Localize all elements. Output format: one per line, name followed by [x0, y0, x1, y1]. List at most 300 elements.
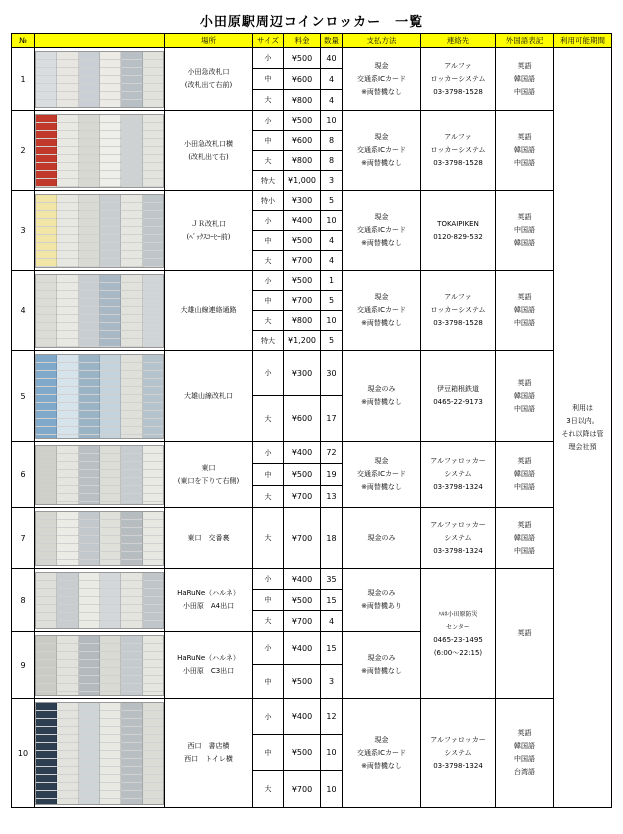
payment-line: ※両替機あり — [361, 602, 402, 610]
locker-column — [79, 573, 100, 628]
contact-line: アルファロッカー — [430, 520, 486, 529]
language-line: 英語 — [517, 520, 532, 529]
contact-line: アルファロッカー — [430, 457, 486, 465]
contact-cell — [421, 508, 496, 569]
availability-line: 利用は — [572, 403, 593, 412]
quantity-cell: 17 — [321, 396, 343, 442]
language-line: 英語 — [517, 213, 532, 221]
locker-photo-cell — [35, 569, 165, 632]
size-cell: 特大 — [253, 331, 284, 351]
contact-line: ロッカーシステム — [430, 306, 486, 314]
price-cell: ¥400 — [284, 632, 321, 665]
locker-photo — [35, 635, 164, 696]
page-title: 小田原駅周辺コインロッカー 一覧 — [199, 15, 424, 30]
locker-column — [36, 446, 57, 504]
location-line: (改札出て右) — [188, 152, 229, 161]
size-cell: 大 — [253, 311, 284, 331]
quantity-cell: 3 — [321, 665, 343, 699]
header-row — [12, 34, 612, 48]
size-cell: 小 — [253, 442, 284, 464]
size-cell: 大 — [253, 251, 284, 271]
payment-line: 現金 — [374, 735, 389, 744]
price-cell: ¥500 — [284, 665, 321, 699]
locker-photo — [35, 274, 164, 348]
quantity-cell: 10 — [321, 771, 343, 808]
size-cell: 大 — [253, 771, 284, 808]
availability-line: それ以降は管 — [561, 429, 604, 438]
table-row — [12, 569, 612, 590]
locker-column — [100, 275, 121, 347]
language-line: 英語 — [517, 61, 532, 70]
header-no: № — [12, 34, 35, 48]
quantity-cell: 4 — [321, 231, 343, 251]
quantity-cell: 10 — [321, 211, 343, 231]
payment-line: 現金 — [374, 213, 389, 221]
location-line: HaRuNe（ハルネ） — [177, 654, 240, 662]
contact-line: ロッカーシステム — [430, 74, 486, 83]
locker-column — [36, 275, 57, 347]
size-cell: 大 — [253, 396, 284, 442]
payment-line: 現金のみ — [367, 533, 396, 542]
table-row — [12, 508, 612, 569]
payment-line: ※両替機なし — [361, 319, 402, 327]
language-line: 中国語 — [514, 319, 535, 327]
price-cell: ¥300 — [284, 351, 321, 396]
quantity-cell: 4 — [321, 611, 343, 632]
location-line: 小田急改札口 — [187, 68, 230, 76]
contact-line: 03-3798-1528 — [433, 319, 483, 327]
header-photo — [35, 34, 165, 48]
quantity-cell: 13 — [321, 486, 343, 508]
payment-cell — [343, 48, 421, 111]
locker-column — [100, 703, 121, 804]
size-cell: 中 — [253, 131, 284, 151]
location-cell — [165, 191, 253, 271]
locker-column — [57, 195, 78, 267]
language-line: 英語 — [517, 293, 532, 301]
locker-column — [121, 355, 142, 438]
locker-column — [79, 52, 100, 107]
price-cell: ¥700 — [284, 291, 321, 311]
locker-column — [143, 512, 163, 565]
row-number: 5 — [12, 351, 35, 442]
location-line: (改札出て右前) — [184, 81, 233, 89]
locker-column — [100, 195, 121, 267]
contact-line: 03-3798-1528 — [433, 87, 483, 96]
quantity-cell: 5 — [321, 331, 343, 351]
price-cell: ¥600 — [284, 131, 321, 151]
contact-cell — [421, 351, 496, 442]
quantity-cell: 10 — [321, 735, 343, 771]
locker-photo — [35, 702, 164, 805]
language-cell — [496, 351, 554, 442]
contact-cell — [421, 111, 496, 191]
locker-photo-cell — [35, 271, 165, 351]
table-row — [12, 191, 612, 211]
locker-column — [121, 52, 142, 107]
language-cell — [496, 508, 554, 569]
payment-cell — [343, 699, 421, 808]
payment-cell — [343, 632, 421, 699]
quantity-cell: 18 — [321, 508, 343, 569]
locker-column — [121, 446, 142, 504]
contact-line: アルファロッカー — [430, 735, 486, 744]
locker-column — [57, 573, 78, 628]
contact-cell — [421, 191, 496, 271]
availability-cell — [554, 48, 612, 808]
payment-cell — [343, 111, 421, 191]
contact-line: システム — [444, 470, 472, 478]
locker-photo — [35, 51, 164, 108]
locker-column — [57, 115, 78, 187]
locker-photo-cell — [35, 442, 165, 508]
price-cell: ¥600 — [284, 69, 321, 90]
locker-column — [36, 512, 57, 565]
quantity-cell: 15 — [321, 590, 343, 611]
quantity-cell: 8 — [321, 131, 343, 151]
price-cell: ¥500 — [284, 464, 321, 486]
row-number: 8 — [12, 569, 35, 632]
locker-column — [57, 355, 78, 438]
language-line: 英語 — [517, 729, 532, 737]
language-line: 中国語 — [514, 483, 535, 491]
locker-column — [79, 275, 100, 347]
size-cell: 小 — [253, 351, 284, 396]
locker-column — [100, 52, 121, 107]
payment-line: 現金のみ — [367, 654, 396, 662]
locker-column — [121, 115, 142, 187]
price-cell: ¥400 — [284, 699, 321, 735]
payment-line: 交通系ICカード — [357, 748, 406, 757]
header-price: 料金 — [284, 34, 321, 48]
contact-cell — [421, 569, 496, 699]
price-cell: ¥500 — [284, 231, 321, 251]
locker-column — [57, 52, 78, 107]
price-cell: ¥700 — [284, 771, 321, 808]
payment-line: 交通系ICカード — [357, 470, 406, 478]
payment-line: 現金 — [374, 293, 389, 301]
size-cell: 大 — [253, 611, 284, 632]
language-line: 英語 — [517, 378, 532, 387]
locker-photo-cell — [35, 48, 165, 111]
locker-column — [57, 703, 78, 804]
language-cell — [496, 111, 554, 191]
header-language: 外国語表記 — [496, 34, 554, 48]
location-line: 大雄山線改札口 — [184, 391, 233, 400]
contact-line: (6:00～22:15) — [433, 648, 483, 657]
locker-column — [143, 446, 163, 504]
table-row — [12, 351, 612, 396]
locker-column — [36, 355, 57, 438]
price-cell: ¥800 — [284, 90, 321, 111]
location-line: ＪＲ改札口 — [191, 219, 226, 228]
price-cell: ¥400 — [284, 569, 321, 590]
language-cell — [496, 569, 554, 699]
size-cell: 小 — [253, 699, 284, 735]
quantity-cell: 30 — [321, 351, 343, 396]
price-cell: ¥700 — [284, 508, 321, 569]
locker-column — [121, 195, 142, 267]
language-cell — [496, 48, 554, 111]
locker-photo — [35, 354, 164, 439]
price-cell: ¥1,000 — [284, 171, 321, 191]
locker-column — [79, 703, 100, 804]
locker-photo — [35, 114, 164, 188]
locker-column — [143, 115, 163, 187]
location-cell — [165, 48, 253, 111]
size-cell: 中 — [253, 291, 284, 311]
locker-column — [121, 512, 142, 565]
language-line: 中国語 — [514, 159, 535, 167]
quantity-cell: 10 — [321, 111, 343, 131]
table-row — [12, 442, 612, 464]
payment-line: ※両替機なし — [361, 159, 402, 167]
quantity-cell: 35 — [321, 569, 343, 590]
row-number: 10 — [12, 699, 35, 808]
contact-line: 伊豆箱根鉄道 — [437, 385, 479, 393]
payment-line: 交通系ICカード — [357, 74, 406, 83]
location-cell — [165, 442, 253, 508]
locker-photo-cell — [35, 508, 165, 569]
language-line: 韓国語 — [514, 470, 535, 478]
locker-column — [100, 636, 121, 695]
price-cell: ¥800 — [284, 311, 321, 331]
locker-column — [36, 52, 57, 107]
locker-photo — [35, 445, 164, 505]
locker-column — [57, 275, 78, 347]
locker-column — [100, 355, 121, 438]
location-line: 大雄山線連絡通路 — [180, 306, 237, 314]
payment-line: 現金 — [374, 61, 389, 70]
location-line: 西口 トイレ横 — [184, 755, 233, 763]
locker-column — [121, 275, 142, 347]
location-line: (ﾍﾞｯｸｽｺｰﾋｰ前) — [186, 232, 231, 241]
payment-line: ※両替機なし — [361, 398, 402, 406]
price-cell: ¥500 — [284, 48, 321, 69]
payment-cell — [343, 569, 421, 632]
locker-column — [100, 446, 121, 504]
payment-cell — [343, 508, 421, 569]
row-number: 9 — [12, 632, 35, 699]
payment-line: 現金 — [374, 457, 389, 465]
price-cell: ¥400 — [284, 211, 321, 231]
quantity-cell: 40 — [321, 48, 343, 69]
locker-column — [121, 636, 142, 695]
language-line: 中国語 — [514, 755, 535, 763]
language-cell — [496, 271, 554, 351]
language-line: 韓国語 — [514, 391, 535, 400]
size-cell: 小 — [253, 211, 284, 231]
size-cell: 小 — [253, 111, 284, 131]
size-cell: 特大 — [253, 171, 284, 191]
payment-line: 交通系ICカード — [357, 226, 406, 234]
size-cell: 大 — [253, 151, 284, 171]
contact-line: 0465-22-9173 — [433, 398, 483, 406]
payment-line: 交通系ICカード — [357, 306, 406, 314]
location-line: 小田原 A4出口 — [182, 602, 235, 610]
language-line: 韓国語 — [514, 74, 535, 83]
locker-photo-cell — [35, 111, 165, 191]
locker-column — [36, 115, 57, 187]
payment-line: ※両替機なし — [361, 667, 402, 675]
price-cell: ¥400 — [284, 442, 321, 464]
size-cell: 中 — [253, 464, 284, 486]
location-line: 東口 — [201, 463, 216, 472]
payment-line: ※両替機なし — [361, 483, 402, 491]
location-line: 小田原 C3出口 — [182, 667, 235, 675]
row-number: 4 — [12, 271, 35, 351]
price-cell: ¥1,200 — [284, 331, 321, 351]
contact-line: 03-3798-1324 — [433, 546, 483, 555]
row-number: 7 — [12, 508, 35, 569]
payment-cell — [343, 351, 421, 442]
locker-column — [100, 115, 121, 187]
contact-line: アルファ — [444, 61, 472, 70]
quantity-cell: 5 — [321, 291, 343, 311]
table-row — [12, 271, 612, 291]
language-line: 中国語 — [514, 87, 535, 96]
location-cell — [165, 111, 253, 191]
contact-line: システム — [444, 533, 472, 542]
contact-line: 0465-23-1495 — [433, 635, 483, 644]
size-cell: 中 — [253, 735, 284, 771]
table-row — [12, 48, 612, 69]
size-cell: 大 — [253, 90, 284, 111]
contact-line: 03-3798-1528 — [433, 159, 483, 167]
locker-column — [121, 573, 142, 628]
language-line: 韓国語 — [514, 306, 535, 314]
locker-column — [36, 195, 57, 267]
location-line: HaRuNe（ハルネ） — [177, 589, 240, 597]
locker-column — [36, 703, 57, 804]
locker-column — [36, 573, 57, 628]
contact-line: アルファ — [444, 293, 472, 301]
payment-line: 現金 — [374, 133, 389, 141]
locker-photo — [35, 572, 164, 629]
size-cell: 特小 — [253, 191, 284, 211]
language-line: 中国語 — [514, 404, 535, 413]
contact-line: ロッカーシステム — [430, 146, 486, 154]
language-line: 英語 — [517, 629, 532, 637]
location-cell — [165, 351, 253, 442]
locker-photo — [35, 194, 164, 268]
quantity-cell: 10 — [321, 311, 343, 331]
locker-column — [143, 355, 163, 438]
locker-column — [143, 275, 163, 347]
quantity-cell: 3 — [321, 171, 343, 191]
locker-column — [57, 636, 78, 695]
locker-column — [143, 636, 163, 695]
price-cell: ¥500 — [284, 111, 321, 131]
row-number: 3 — [12, 191, 35, 271]
quantity-cell: 4 — [321, 69, 343, 90]
header-qty: 数量 — [321, 34, 343, 48]
location-cell — [165, 508, 253, 569]
contact-line: 0120-829-532 — [433, 232, 483, 241]
size-cell: 大 — [253, 486, 284, 508]
price-cell: ¥700 — [284, 486, 321, 508]
quantity-cell: 1 — [321, 271, 343, 291]
header-period: 利用可能期間 — [554, 34, 612, 48]
locker-column — [100, 512, 121, 565]
quantity-cell: 15 — [321, 632, 343, 665]
locker-column — [57, 446, 78, 504]
availability-line: 理会社預 — [568, 442, 597, 451]
header-payment: 支払方法 — [343, 34, 421, 48]
locker-column — [36, 636, 57, 695]
language-line: 韓国語 — [514, 146, 535, 154]
header-size: サイズ — [253, 34, 284, 48]
header-place: 場所 — [165, 34, 253, 48]
contact-line: センター — [446, 623, 470, 631]
location-line: 小田急改札口横 — [184, 139, 233, 148]
locker-photo-cell — [35, 632, 165, 699]
row-number: 1 — [12, 48, 35, 111]
language-cell — [496, 191, 554, 271]
language-line: 台湾語 — [514, 768, 535, 776]
payment-line: 現金のみ — [367, 589, 396, 597]
contact-cell — [421, 699, 496, 808]
payment-cell — [343, 442, 421, 508]
contact-line: ﾊﾙﾈ小田原防災 — [438, 610, 478, 618]
payment-line: ※両替機なし — [361, 239, 402, 247]
locker-photo-cell — [35, 699, 165, 808]
size-cell: 大 — [253, 508, 284, 569]
locker-column — [143, 195, 163, 267]
quantity-cell: 8 — [321, 151, 343, 171]
payment-line: ※両替機なし — [361, 761, 402, 770]
quantity-cell: 72 — [321, 442, 343, 464]
locker-column — [143, 573, 163, 628]
locker-photo-cell — [35, 351, 165, 442]
quantity-cell: 12 — [321, 699, 343, 735]
locker-column — [79, 115, 100, 187]
locker-column — [79, 355, 100, 438]
contact-cell — [421, 271, 496, 351]
price-cell: ¥500 — [284, 271, 321, 291]
contact-cell — [421, 442, 496, 508]
size-cell: 中 — [253, 231, 284, 251]
price-cell: ¥300 — [284, 191, 321, 211]
contact-cell — [421, 48, 496, 111]
price-cell: ¥800 — [284, 151, 321, 171]
size-cell: 小 — [253, 48, 284, 69]
row-number: 6 — [12, 442, 35, 508]
locker-column — [143, 52, 163, 107]
price-cell: ¥500 — [284, 590, 321, 611]
row-number: 2 — [12, 111, 35, 191]
language-line: 中国語 — [514, 546, 535, 555]
payment-line: 現金のみ — [367, 385, 396, 393]
size-cell: 小 — [253, 632, 284, 665]
language-line: 韓国語 — [514, 742, 535, 750]
language-line: 韓国語 — [514, 533, 535, 542]
location-cell — [165, 271, 253, 351]
size-cell: 中 — [253, 665, 284, 699]
table-row — [12, 111, 612, 131]
header-contact: 連絡先 — [421, 34, 496, 48]
availability-line: 3日以内。 — [566, 416, 599, 425]
size-cell: 小 — [253, 569, 284, 590]
contact-line: システム — [444, 748, 472, 757]
price-cell: ¥700 — [284, 611, 321, 632]
table-row — [12, 699, 612, 735]
locker-table — [11, 33, 612, 808]
locker-column — [121, 703, 142, 804]
language-line: 中国語 — [514, 226, 535, 234]
location-line: 東口 交番裏 — [187, 533, 230, 542]
location-cell — [165, 699, 253, 808]
